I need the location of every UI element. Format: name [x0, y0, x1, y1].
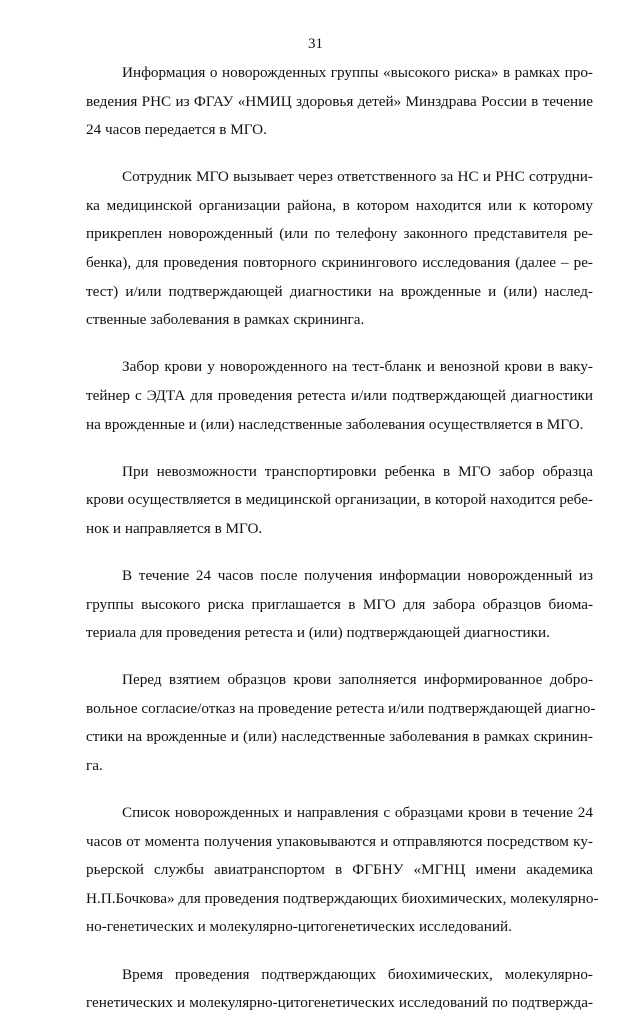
text-line: рьерской службы авиатранспортом в ФГБНУ «МГНЦ имени академика	[86, 861, 593, 879]
document-body	[86, 59, 599, 1036]
text-line: тейнер с ЭДТА для проведения ретеста и/или подтверждающей диагностики	[86, 386, 593, 404]
paragraph	[86, 353, 593, 439]
text-line: но-генетических и молекулярно-цитогенетических исследований.	[86, 918, 512, 936]
text-line: группы высокого риска приглашается в МГО для забора образцов биома-	[86, 595, 593, 613]
text-line: нок и направляется в МГО.	[86, 519, 263, 537]
text-line: Сотрудник МГО вызывает через ответственного за НС и РНС сотрудни-	[122, 168, 593, 186]
paragraph	[86, 961, 593, 1018]
text-line: Н.П.Бочкова» для проведения подтверждающих биохимических, молекулярно-	[86, 889, 599, 907]
text-line: тест) и/или подтверждающей диагностики на врожденные и (или) наслед-	[86, 282, 593, 300]
text-line: вольное согласие/отказ на проведение ретеста и/или подтверждающей диагно-	[86, 699, 596, 717]
text-line: генетических и молекулярно-цитогенетических исследований по подтвержда-	[86, 994, 593, 1012]
text-line: Информация о новорожденных группы «высокого риска» в рамках про-	[122, 64, 593, 81]
text-line: ка медицинской организации района, в котором находится или к которому	[86, 196, 593, 214]
text-line: крови осуществляется в медицинской организации, в которой находится ребе-	[86, 491, 593, 509]
text-line: ведения РНС из ФГАУ «НМИЦ здоровья детей» Минздрава России в течение	[86, 92, 593, 110]
text-line: Забор крови у новорожденного на тест-бланк и венозной крови в ваку-	[122, 358, 593, 376]
text-line: ственные заболевания в рамках скрининга.	[86, 311, 365, 329]
paragraph	[86, 458, 593, 544]
text-line: Время проведения подтверждающих биохимических, молекулярно-	[122, 965, 593, 983]
text-line: При невозможности транспортировки ребенка в МГО забор образца	[122, 462, 593, 480]
text-line: 24 часов передается в МГО.	[86, 121, 267, 139]
paragraph	[86, 666, 596, 780]
text-line: стики на врожденные и (или) наследственные заболевания в рамках скринин-	[86, 728, 593, 746]
text-line: га.	[86, 756, 103, 774]
text-line: Перед взятием образцов крови заполняется информированное добро-	[122, 671, 593, 689]
text-line: териала для проведения ретеста и (или) подтверждающей диагностики.	[86, 624, 550, 642]
text-line: бенка), для проведения повторного скринингового исследования (далее – ре-	[86, 254, 593, 272]
paragraph	[86, 562, 593, 648]
page-number: 31	[308, 36, 323, 52]
paragraph	[86, 163, 593, 335]
paragraph	[86, 799, 599, 942]
text-line: В течение 24 часов после получения информации новорожденный из	[122, 566, 593, 584]
text-line: Список новорожденных и направления с образцами крови в течение 24	[122, 804, 593, 822]
text-line: на врожденные и (или) наследственные заболевания осуществляется в МГО.	[86, 415, 584, 433]
text-line: часов от момента получения упаковываются и отправляются посредством ку-	[86, 832, 593, 850]
paragraph	[86, 59, 593, 145]
text-line: прикреплен новорожденный (или по телефону законного представителя ре-	[86, 225, 593, 243]
